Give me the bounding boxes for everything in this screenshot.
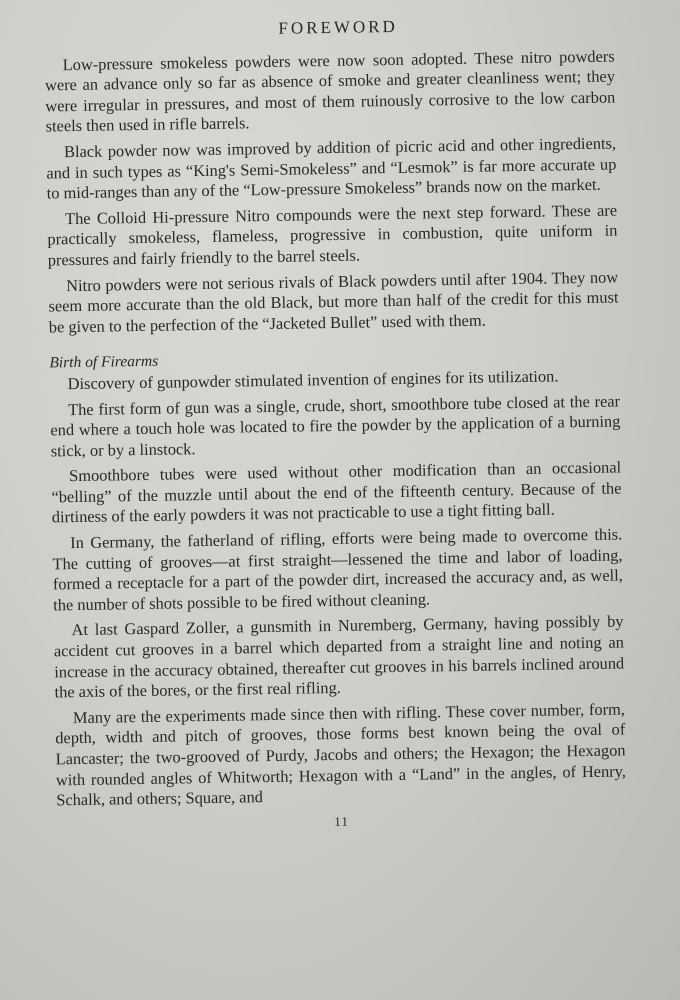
paragraph: The first form of gun was a single, crude, short, smoothbore tube closed at the rear end where a touch hole was located to fire the powder by the application of a burning stick, or by a linstock. bbox=[50, 390, 621, 461]
paragraph: Smoothbore tubes were used without other modification than an occasional “belling” of the muzzle until about the end of the fifteenth century. Because of the dirtiness of the early powders it was not practicable to use a tight fitting ball. bbox=[51, 457, 622, 527]
paragraph: Many are the experiments made since then with rifling. These cover number, form, depth, width and pitch of grooves, those forms best known being the oval of Lancaster; the two-grooved of Purdy, Jacobs and others; the Hexagon; the Hexagon with rounded angles of Whitworth; Hexagon with a “Land” in the angles, of Henry, Schalk, and others; Square, and bbox=[55, 699, 627, 810]
section-heading: Birth of Firearms bbox=[49, 353, 159, 372]
chapter-heading: FOREWORD bbox=[278, 16, 398, 38]
page-number: 11 bbox=[334, 813, 349, 829]
paragraph: The Colloid Hi-pressure Nitro compounds were the next step forward. These are practically smokeless, flameless, progressive in combustion, quite uniform in pressures and fairly friendly to the barrel steels. bbox=[47, 200, 618, 270]
paragraph: Nitro powders were not serious rivals of Black powders until after 1904. They now seem more accurate than the old Black, but more than half of the credit for this must be given to the perfection of the “Jacketed Bullet” used with them. bbox=[48, 267, 619, 337]
page-text-block bbox=[44, 14, 627, 837]
paragraph: Low-pressure smokeless powders were now soon adopted. These nitro powders were an advance only so far as absence of smoke and greater cleanliness went; they were irregular in pressures, and most of them ruinously corrosive to the low carbon steels then used in rifle barrels. bbox=[44, 46, 616, 136]
paragraph: In Germany, the fatherland of rifling, efforts were being made to overcome this. The cutting of grooves—at first straight—lessened the time and labor of loading, formed a receptacle for a part of the powder dirt, increased the accuracy and, as well, the number of shots possible to be fired without cleaning. bbox=[52, 524, 623, 615]
paragraph: Discovery of gunpowder stimulated invention of engines for its utilization. bbox=[67, 366, 559, 394]
paragraph: Black powder now was improved by addition of picric acid and other ingredients, and in such types as “King's Semi-Smokeless” and “Lesmok” is far more accurate up to mid-ranges than any of the “Low-pressure Smokeless” brands now on the market. bbox=[46, 133, 617, 203]
paragraph: At last Gaspard Zoller, a gunsmith in Nuremberg, Germany, having possibly by accident cut grooves in a barrel which departed from a straight line and noting an increase in the accuracy obtained, thereafter cut grooves in his barrels inclined around the axis of the bores, or the first real rifling. bbox=[53, 611, 625, 702]
